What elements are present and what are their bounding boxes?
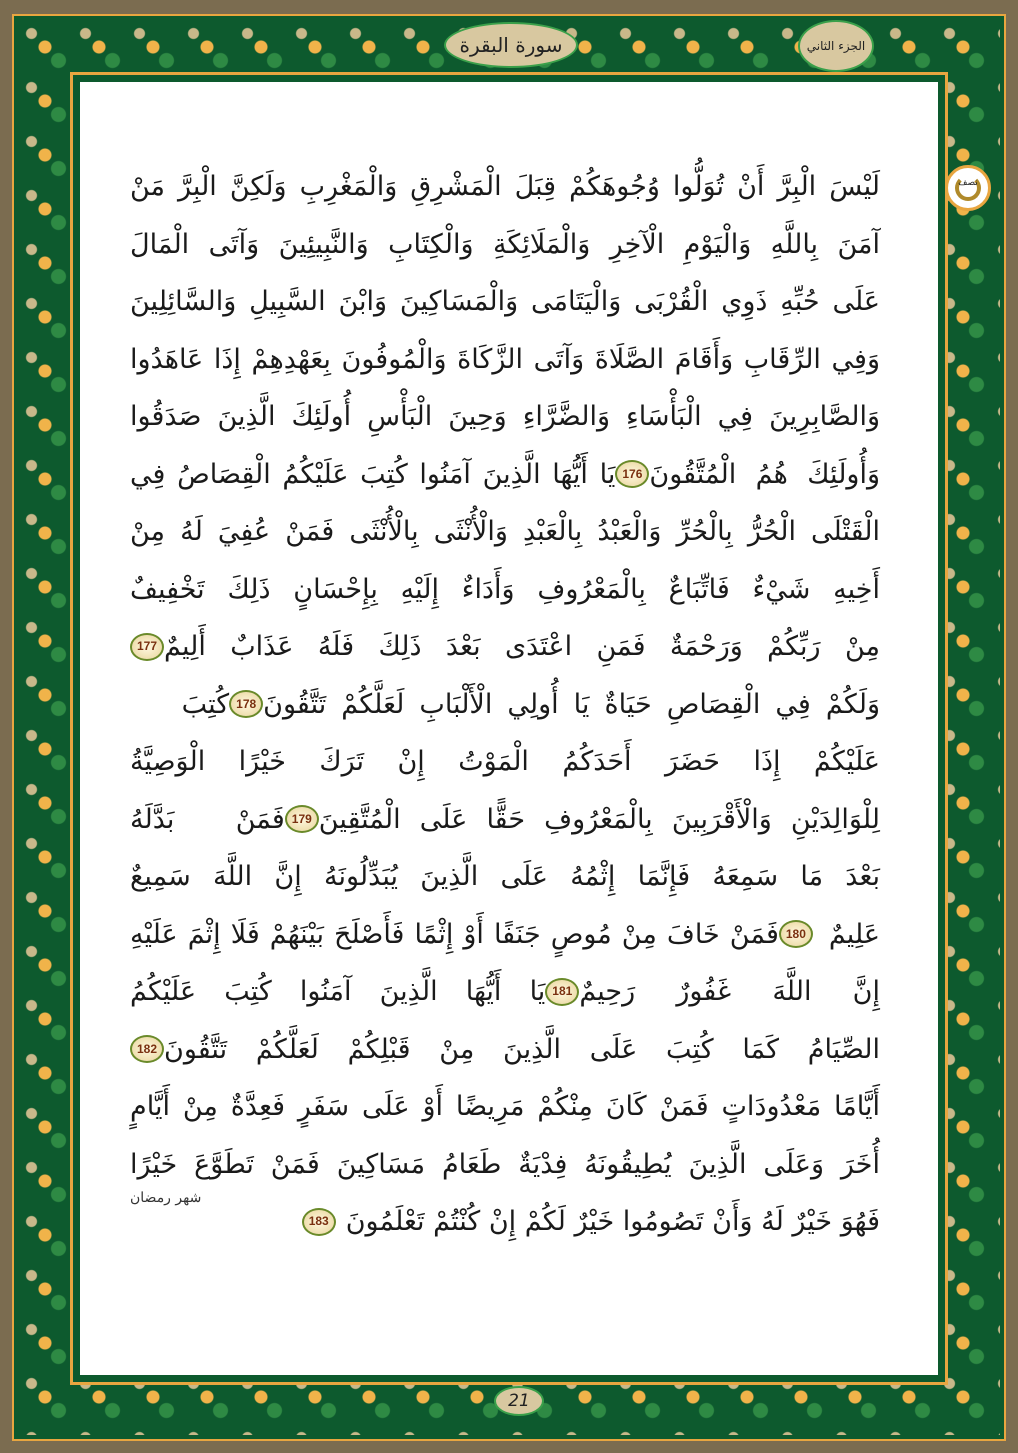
verse-text: لَيْسَ الْبِرَّ أَنْ تُوَلُّوا وُجُوهَكُمْ قِبَلَ الْمَشْرِقِ وَالْمَغْرِبِ وَلَكِنَّ الْبِرَّ مَنْ xyxy=(130,171,880,202)
text-line xyxy=(130,963,880,1021)
hizb-label: نصف xyxy=(958,178,978,188)
text-line xyxy=(130,848,880,906)
surah-title: سورة البقرة xyxy=(444,22,578,68)
catchword: شهر رمضان xyxy=(130,1190,202,1206)
verse-text: عَلَى حُبِّهِ ذَوِي الْقُرْبَى وَالْيَتَامَى وَالْمَسَاكِينَ وَابْنَ السَّبِيلِ وَالسَّائِلِينَ xyxy=(130,286,880,317)
verse-number-marker: 182 xyxy=(130,1035,164,1063)
verse-text: أَخِيهِ شَيْءٌ فَاتِّبَاعٌ بِالْمَعْرُوفِ وَأَدَاءٌ إِلَيْهِ بِإِحْسَانٍ ذَلِكَ تَخْفِيفٌ xyxy=(130,573,880,605)
verse-number-marker: 183 xyxy=(302,1208,336,1236)
text-line xyxy=(130,791,880,849)
hizb-marker xyxy=(945,165,991,211)
quran-text xyxy=(130,158,880,1251)
verse-number-marker: 176 xyxy=(615,460,649,488)
text-line xyxy=(130,618,880,676)
verse-text: إِنَّ اللَّهَ غَفُورٌ رَحِيمٌ xyxy=(579,976,880,1007)
verse-text: آمَنَ بِاللَّهِ وَالْيَوْمِ الْآخِرِ وَالْمَلَائِكَةِ وَالْكِتَابِ وَالنَّبِيئِينَ وَآتَى الْمَالَ xyxy=(130,228,880,260)
verse-text: كُتِبَ xyxy=(181,688,230,720)
verse-text: الْقَتْلَى الْحُرُّ بِالْحُرِّ وَالْعَبْدُ بِالْعَبْدِ وَالْأُنْثَى بِالْأُنْثَى فَمَنْ عُفِيَ لَهُ مِنْ xyxy=(130,516,880,547)
verse-text: عَلَيْكُمْ إِذَا حَضَرَ أَحَدَكُمُ الْمَوْتُ إِنْ تَرَكَ خَيْرًا الْوَصِيَّةُ xyxy=(130,746,880,777)
text-line xyxy=(130,1078,880,1136)
verse-text: بَعْدَ مَا سَمِعَهُ فَإِنَّمَا إِثْمُهُ عَلَى الَّذِينَ يُبَدِّلُونَهُ إِنَّ اللَّهَ سَمِيعٌ xyxy=(130,861,880,892)
verse-text: يَا أَيُّهَا الَّذِينَ آمَنُوا كُتِبَ عَلَيْكُمُ الْقِصَاصُ فِي xyxy=(130,458,616,490)
text-line xyxy=(130,1021,880,1079)
text-line xyxy=(130,446,880,504)
page-number: 21 xyxy=(494,1386,544,1416)
verse-text: وَفِي الرِّقَابِ وَأَقَامَ الصَّلَاةَ وَآتَى الزَّكَاةَ وَالْمُوفُونَ بِعَهْدِهِمْ إِذَا عَاهَدُوا xyxy=(130,343,880,375)
verse-text: عَلِيمٌ xyxy=(828,918,880,950)
verse-text: فَمَنْ خَافَ مِنْ مُوصٍ جَنَفًا أَوْ إِثْمًا فَأَصْلَحَ بَيْنَهُمْ فَلَا إِثْمَ عَلَيْهِ xyxy=(129,918,779,950)
text-line xyxy=(130,1136,880,1194)
verse-number-marker: 179 xyxy=(285,805,319,833)
text-line xyxy=(130,676,880,734)
verse-text: الصِّيَامُ كَمَا كُتِبَ عَلَى الَّذِينَ مِنْ قَبْلِكُمْ لَعَلَّكُمْ تَتَّقُونَ xyxy=(164,1033,880,1065)
juz-label: الجزء الثاني xyxy=(798,20,874,72)
text-line xyxy=(130,388,880,446)
text-line xyxy=(130,331,880,389)
verse-text: لِلْوَالِدَيْنِ وَالْأَقْرَبِينَ بِالْمَعْرُوفِ حَقًّا عَلَى الْمُتَّقِينَ xyxy=(318,803,880,835)
text-line xyxy=(130,273,880,331)
verse-text: أُخَرَ وَعَلَى الَّذِينَ يُطِيقُونَهُ فِدْيَةٌ طَعَامُ مَسَاكِينَ فَمَنْ تَطَوَّعَ خَيْرًا xyxy=(130,1148,880,1180)
verse-text: مِنْ رَبِّكُمْ وَرَحْمَةٌ فَمَنِ اعْتَدَى بَعْدَ ذَلِكَ فَلَهُ عَذَابٌ أَلِيمٌ xyxy=(164,631,880,662)
verse-text: وَأُولَئِكَ هُمُ الْمُتَّقُونَ xyxy=(649,458,880,490)
text-line xyxy=(130,503,880,561)
text-line xyxy=(130,906,880,964)
text-line xyxy=(130,1193,880,1251)
verse-number-marker: 180 xyxy=(779,920,813,948)
verse-number-marker: 178 xyxy=(229,690,263,718)
verse-number-marker: 177 xyxy=(130,633,164,661)
text-line xyxy=(130,158,880,216)
verse-text: يَا أَيُّهَا الَّذِينَ آمَنُوا كُتِبَ عَلَيْكُمُ xyxy=(130,976,546,1007)
verse-text: فَهُوَ خَيْرٌ لَهُ وَأَنْ تَصُومُوا خَيْرٌ لَكُمْ إِنْ كُنْتُمْ تَعْلَمُونَ xyxy=(345,1206,880,1237)
text-line xyxy=(130,561,880,619)
verse-text: وَالصَّابِرِينَ فِي الْبَأْسَاءِ وَالضَّرَّاءِ وَحِينَ الْبَأْسِ أُولَئِكَ الَّذِينَ صَدَقُوا xyxy=(130,401,880,432)
text-line xyxy=(130,733,880,791)
verse-text: أَيَّامًا مَعْدُودَاتٍ فَمَنْ كَانَ مِنْكُمْ مَرِيضًا أَوْ عَلَى سَفَرٍ فَعِدَّةٌ مِنْ أَيَّامٍ xyxy=(130,1091,880,1122)
verse-number-marker: 181 xyxy=(545,978,579,1006)
verse-text: وَلَكُمْ فِي الْقِصَاصِ حَيَاةٌ يَا أُولِي الْأَلْبَابِ لَعَلَّكُمْ تَتَّقُونَ xyxy=(263,688,880,720)
verse-text: فَمَنْ بَدَّلَهُ xyxy=(130,803,285,835)
text-line xyxy=(130,216,880,274)
